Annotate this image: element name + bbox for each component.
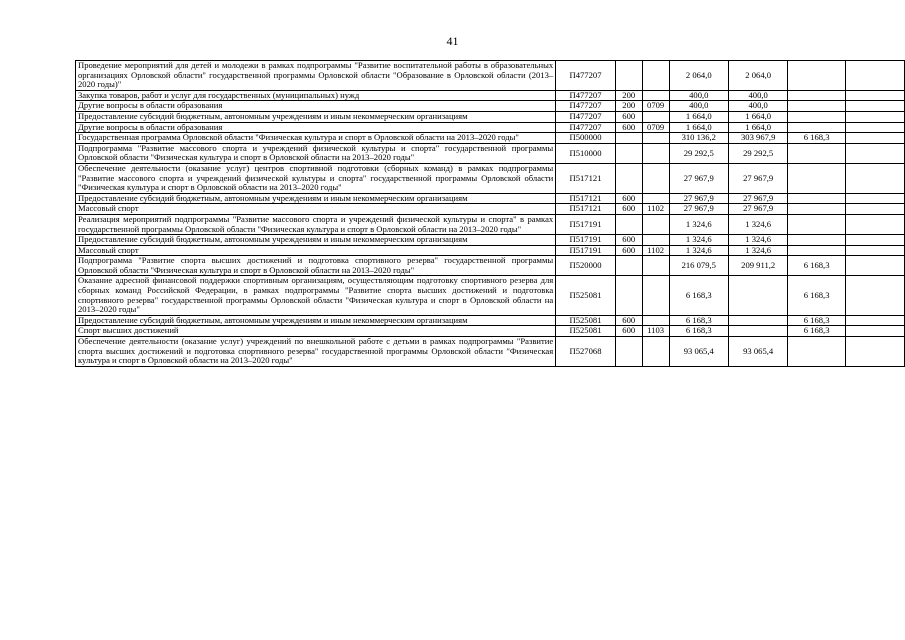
target-code-cell: П510000 xyxy=(556,143,616,163)
amount-extra-cell xyxy=(845,122,904,133)
target-code-cell: П477207 xyxy=(556,122,616,133)
amount-regional-cell: 1 664,0 xyxy=(728,111,787,122)
amount-federal-cell xyxy=(788,245,845,256)
target-code-cell: П525081 xyxy=(556,276,616,315)
section-code-cell xyxy=(642,337,669,367)
expense-type-cell xyxy=(615,337,642,367)
description-cell: Предоставление субсидий бюджетным, автономным учреждениям и иным некоммерческим организациям xyxy=(76,193,556,204)
amount-extra-cell xyxy=(845,193,904,204)
amount-extra-cell xyxy=(845,101,904,112)
amount-federal-cell xyxy=(788,111,845,122)
amount-total-cell: 6 168,3 xyxy=(669,276,728,315)
expense-type-cell: 200 xyxy=(615,90,642,101)
section-code-cell xyxy=(642,143,669,163)
target-code-cell: П517191 xyxy=(556,235,616,246)
section-code-cell xyxy=(642,61,669,91)
amount-total-cell: 2 064,0 xyxy=(669,61,728,91)
amount-extra-cell xyxy=(845,256,904,276)
table-row xyxy=(76,193,905,204)
expense-type-cell: 200 xyxy=(615,101,642,112)
amount-extra-cell xyxy=(845,337,904,367)
amount-federal-cell: 6 168,3 xyxy=(788,326,845,337)
section-code-cell: 1102 xyxy=(642,245,669,256)
amount-extra-cell xyxy=(845,111,904,122)
target-code-cell: П525081 xyxy=(556,315,616,326)
expense-type-cell: 600 xyxy=(615,315,642,326)
table-row xyxy=(76,90,905,101)
amount-federal-cell xyxy=(788,204,845,215)
description-cell: Закупка товаров, работ и услуг для государственных (муниципальных) нужд xyxy=(76,90,556,101)
amount-regional-cell: 27 967,9 xyxy=(728,163,787,193)
description-cell: Подпрограмма "Развитие массового спорта и учреждений физической культуры и спорта" государственной программы Орловской области "Физическая культура и спорт в Орловской области на 2013–2020 годы" xyxy=(76,143,556,163)
section-code-cell: 1102 xyxy=(642,204,669,215)
amount-regional-cell xyxy=(728,276,787,315)
amount-federal-cell xyxy=(788,122,845,133)
amount-federal-cell xyxy=(788,61,845,91)
expense-type-cell xyxy=(615,133,642,144)
amount-total-cell: 400,0 xyxy=(669,101,728,112)
amount-total-cell: 93 065,4 xyxy=(669,337,728,367)
amount-extra-cell xyxy=(845,245,904,256)
expense-type-cell: 600 xyxy=(615,122,642,133)
amount-regional-cell xyxy=(728,326,787,337)
amount-total-cell: 1 664,0 xyxy=(669,111,728,122)
expense-type-cell: 600 xyxy=(615,193,642,204)
table-row xyxy=(76,204,905,215)
table-row xyxy=(76,235,905,246)
section-code-cell xyxy=(642,193,669,204)
section-code-cell xyxy=(642,315,669,326)
amount-federal-cell xyxy=(788,163,845,193)
section-code-cell: 0709 xyxy=(642,122,669,133)
table-row xyxy=(76,122,905,133)
expense-type-cell: 600 xyxy=(615,245,642,256)
amount-total-cell: 1 664,0 xyxy=(669,122,728,133)
description-cell: Проведение мероприятий для детей и молодежи в рамках подпрограммы "Развитие воспитательной работы в образовательных организациях Орловской области" государственной программы Орловской области "Образование в Орловской области (2013–2020 годы)" xyxy=(76,61,556,91)
description-cell: Массовый спорт xyxy=(76,245,556,256)
description-cell: Подпрограмма "Развитие спорта высших достижений и подготовка спортивного резерва" государственной программы Орловской области "Физическая культура и спорт в Орловской области на 2013–2020 годы" xyxy=(76,256,556,276)
section-code-cell xyxy=(642,214,669,234)
amount-regional-cell: 400,0 xyxy=(728,101,787,112)
description-cell: Обеспечение деятельности (оказание услуг) учреждений по внешкольной работе с детьми в рамках подпрограммы "Развитие спорта высших достижений и подготовка спортивного резерва" государственной программы Орловской области "Физическая культура и спорт в Орловской области на 2013–2020 годы" xyxy=(76,337,556,367)
amount-regional-cell xyxy=(728,315,787,326)
table-row xyxy=(76,101,905,112)
amount-regional-cell: 27 967,9 xyxy=(728,204,787,215)
amount-federal-cell xyxy=(788,193,845,204)
target-code-cell: П477207 xyxy=(556,90,616,101)
expense-type-cell xyxy=(615,276,642,315)
table-row xyxy=(76,256,905,276)
target-code-cell: П517191 xyxy=(556,214,616,234)
description-cell: Реализация мероприятий подпрограммы "Развитие массового спорта и учреждений физической культуры и спорта" в рамках государственной программы Орловской области "Физическая культура и спорт в Орловской области на 2013–2020 годы" xyxy=(76,214,556,234)
amount-total-cell: 6 168,3 xyxy=(669,315,728,326)
amount-regional-cell: 93 065,4 xyxy=(728,337,787,367)
table-row xyxy=(76,276,905,315)
section-code-cell xyxy=(642,163,669,193)
budget-table xyxy=(75,60,905,367)
amount-extra-cell xyxy=(845,133,904,144)
section-code-cell xyxy=(642,235,669,246)
target-code-cell: П517121 xyxy=(556,204,616,215)
amount-total-cell: 6 168,3 xyxy=(669,326,728,337)
description-cell: Предоставление субсидий бюджетным, автономным учреждениям и иным некоммерческим организациям xyxy=(76,235,556,246)
amount-regional-cell: 1 324,6 xyxy=(728,214,787,234)
table-row xyxy=(76,133,905,144)
amount-regional-cell: 209 911,2 xyxy=(728,256,787,276)
table-row xyxy=(76,214,905,234)
amount-extra-cell xyxy=(845,315,904,326)
budget-table-body xyxy=(76,61,905,367)
target-code-cell: П525081 xyxy=(556,326,616,337)
table-row xyxy=(76,61,905,91)
amount-federal-cell xyxy=(788,90,845,101)
target-code-cell: П517121 xyxy=(556,163,616,193)
target-code-cell: П517121 xyxy=(556,193,616,204)
amount-extra-cell xyxy=(845,235,904,246)
amount-total-cell: 1 324,6 xyxy=(669,235,728,246)
amount-extra-cell xyxy=(845,214,904,234)
section-code-cell: 0709 xyxy=(642,101,669,112)
amount-extra-cell xyxy=(845,90,904,101)
amount-extra-cell xyxy=(845,61,904,91)
table-row xyxy=(76,337,905,367)
amount-total-cell: 400,0 xyxy=(669,90,728,101)
section-code-cell xyxy=(642,111,669,122)
amount-federal-cell: 6 168,3 xyxy=(788,256,845,276)
expense-type-cell: 600 xyxy=(615,204,642,215)
amount-regional-cell: 2 064,0 xyxy=(728,61,787,91)
amount-total-cell: 310 136,2 xyxy=(669,133,728,144)
section-code-cell xyxy=(642,276,669,315)
amount-extra-cell xyxy=(845,276,904,315)
target-code-cell: П520000 xyxy=(556,256,616,276)
amount-regional-cell: 1 324,6 xyxy=(728,245,787,256)
amount-federal-cell xyxy=(788,337,845,367)
description-cell: Государственная программа Орловской области "Физическая культура и спорт в Орловской области на 2013–2020 годы" xyxy=(76,133,556,144)
expense-type-cell: 600 xyxy=(615,235,642,246)
expense-type-cell: 600 xyxy=(615,111,642,122)
target-code-cell: П477207 xyxy=(556,61,616,91)
expense-type-cell: 600 xyxy=(615,326,642,337)
amount-federal-cell xyxy=(788,143,845,163)
amount-total-cell: 27 967,9 xyxy=(669,163,728,193)
amount-federal-cell xyxy=(788,101,845,112)
expense-type-cell xyxy=(615,214,642,234)
amount-regional-cell: 27 967,9 xyxy=(728,193,787,204)
description-cell: Предоставление субсидий бюджетным, автономным учреждениям и иным некоммерческим организациям xyxy=(76,315,556,326)
description-cell: Спорт высших достижений xyxy=(76,326,556,337)
amount-regional-cell: 1 664,0 xyxy=(728,122,787,133)
table-row xyxy=(76,315,905,326)
amount-extra-cell xyxy=(845,163,904,193)
table-row xyxy=(76,163,905,193)
amount-total-cell: 1 324,6 xyxy=(669,214,728,234)
section-code-cell: 1103 xyxy=(642,326,669,337)
expense-type-cell xyxy=(615,143,642,163)
target-code-cell: П477207 xyxy=(556,101,616,112)
amount-extra-cell xyxy=(845,143,904,163)
table-row xyxy=(76,111,905,122)
amount-federal-cell: 6 168,3 xyxy=(788,315,845,326)
description-cell: Массовый спорт xyxy=(76,204,556,215)
amount-regional-cell: 400,0 xyxy=(728,90,787,101)
description-cell: Другие вопросы в области образования xyxy=(76,101,556,112)
page-number: 41 xyxy=(446,34,459,48)
table-row xyxy=(76,245,905,256)
section-code-cell xyxy=(642,90,669,101)
target-code-cell: П500000 xyxy=(556,133,616,144)
amount-federal-cell xyxy=(788,214,845,234)
target-code-cell: П477207 xyxy=(556,111,616,122)
amount-regional-cell: 29 292,5 xyxy=(728,143,787,163)
amount-extra-cell xyxy=(845,204,904,215)
description-cell: Предоставление субсидий бюджетным, автономным учреждениям и иным некоммерческим организациям xyxy=(76,111,556,122)
target-code-cell: П527068 xyxy=(556,337,616,367)
description-cell: Другие вопросы в области образования xyxy=(76,122,556,133)
expense-type-cell xyxy=(615,61,642,91)
section-code-cell xyxy=(642,256,669,276)
description-cell: Оказание адресной финансовой поддержки спортивным организациям, осуществляющим подготовку спортивного резерва для сборных команд Российской Федерации, в рамках подпрограммы "Развитие спорта высших достижений и подготовка спортивного резерва" государственной программы Орловской области "Физическая культура и спорт в Орловской области на 2013–2020 годы" xyxy=(76,276,556,315)
section-code-cell xyxy=(642,133,669,144)
amount-extra-cell xyxy=(845,326,904,337)
amount-total-cell: 1 324,6 xyxy=(669,245,728,256)
description-cell: Обеспечение деятельности (оказание услуг) центров спортивной подготовки (сборных команд) в рамках подпрограммы "Развитие массового спорта и учреждений физической культуры и спорта" государственной программы Орловской области "Физическая культура и спорт в Орловской области на 2013–2020 годы" xyxy=(76,163,556,193)
amount-total-cell: 216 079,5 xyxy=(669,256,728,276)
target-code-cell: П517191 xyxy=(556,245,616,256)
amount-total-cell: 29 292,5 xyxy=(669,143,728,163)
table-row xyxy=(76,143,905,163)
amount-regional-cell: 1 324,6 xyxy=(728,235,787,246)
amount-federal-cell: 6 168,3 xyxy=(788,133,845,144)
amount-total-cell: 27 967,9 xyxy=(669,204,728,215)
expense-type-cell xyxy=(615,163,642,193)
table-row xyxy=(76,326,905,337)
amount-federal-cell: 6 168,3 xyxy=(788,276,845,315)
amount-total-cell: 27 967,9 xyxy=(669,193,728,204)
amount-regional-cell: 303 967,9 xyxy=(728,133,787,144)
expense-type-cell xyxy=(615,256,642,276)
amount-federal-cell xyxy=(788,235,845,246)
